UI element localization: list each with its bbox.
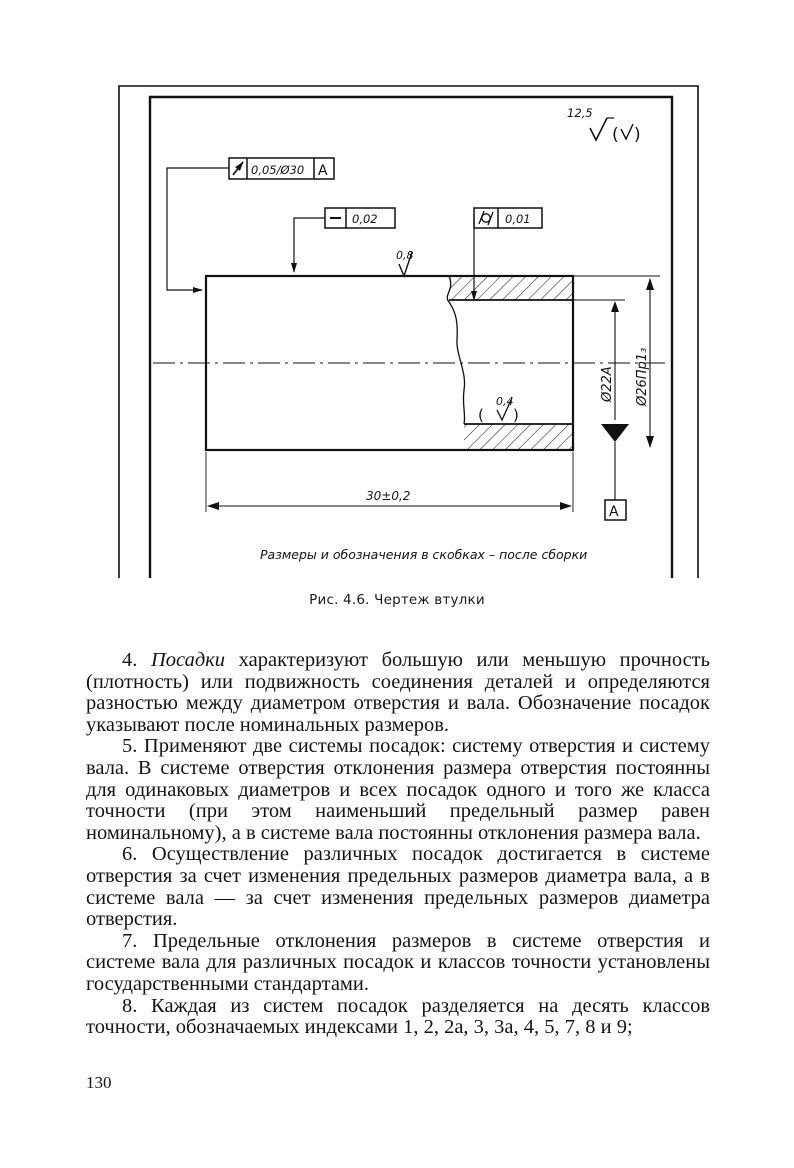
outer-diameter-label: Ø26Пр1₃ — [635, 347, 650, 406]
paragraph-5: 5. Применяют две системы посадок: систему отверстия и систему вала. В системе отверстия отклонения размера отверстия постоянны для одинаковых диаметров и всех посадок одного и того же класса точности (при этом наименьший предельный размер равен номинальному), а в системе вала постоянны отклонения размера вала. — [86, 735, 710, 844]
svg-text:): ) — [634, 125, 641, 145]
svg-text:0,4: 0,4 — [496, 395, 514, 408]
svg-text:0,8: 0,8 — [396, 249, 414, 262]
overall-roughness-symbol — [567, 106, 641, 145]
paragraph-6: 6. Осуществление различных посадок достигается в системе отверстия за счет изменения предельных размеров диаметра вала, а в системе вала — за счет изменения предельных размеров диаметра отверстия. — [86, 843, 710, 931]
svg-text:0,01: 0,01 — [505, 212, 531, 226]
paragraph-7: 7. Предельные отклонения размеров в системе отверстия и системе вала для различных посадок и классов точности установлены государственными стандартами. — [86, 929, 710, 995]
body-text — [86, 650, 710, 1039]
svg-text:(: ( — [612, 125, 619, 145]
svg-text:A: A — [609, 504, 619, 520]
flatness-control-frame — [294, 208, 395, 272]
page-number: 130 — [86, 1073, 112, 1092]
svg-text:A: A — [318, 163, 328, 179]
svg-text:0,02: 0,02 — [352, 212, 378, 226]
datum-box — [605, 500, 626, 520]
svg-text:12,5: 12,5 — [567, 106, 593, 120]
outer-surface-roughness — [396, 249, 414, 276]
bore-surface-roughness — [478, 395, 519, 424]
svg-text:0,05/Ø30: 0,05/Ø30 — [251, 163, 305, 177]
runout-control-frame — [167, 158, 334, 290]
svg-text:): ) — [513, 406, 519, 424]
figure-caption: Рис. 4.6. Чертеж втулки — [309, 592, 485, 608]
bushing-section — [153, 276, 666, 450]
drawing-note: Размеры и обозначения в скобках – после сборки — [260, 547, 588, 562]
paragraph-4: 4. Посадки характеризуют большую или меньшую прочность (плотность) или подвижность соединения деталей и определяются разностью между диаметром отверстия и вала. Обозначение посадок указывают после номинальных размеров. — [86, 649, 710, 736]
svg-text:(: ( — [478, 406, 484, 424]
length-dimension — [206, 452, 573, 512]
diameter-dimensions — [573, 276, 660, 500]
svg-text:30±0,2: 30±0,2 — [366, 489, 411, 503]
paragraph-8: 8. Каждая из систем посадок разделяется на десять классов точности, обозначаемых индексами 1, 2, 2а, 3, 3а, 4, 5, 7, 8 и 9; — [86, 994, 710, 1039]
bore-diameter-label: Ø22A — [600, 366, 615, 402]
